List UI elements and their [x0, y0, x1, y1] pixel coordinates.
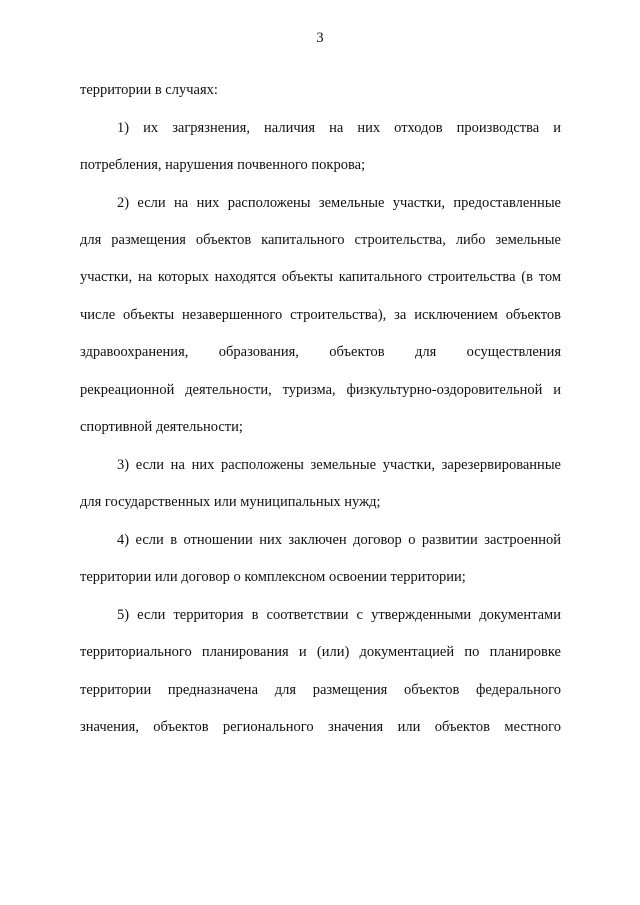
text-line: числе объекты незавершенного строительства), за исключением объектов	[80, 307, 561, 323]
text-line: территории в случаях:	[80, 82, 218, 98]
text-line: 2) если на них расположены земельные участки, предоставленные	[117, 195, 561, 211]
text-line: для размещения объектов капитального строительства, либо земельные	[80, 232, 561, 248]
text-line: 3) если на них расположены земельные участки, зарезервированные	[117, 457, 561, 473]
text-line: территории или договор о комплексном освоении территории;	[80, 569, 466, 585]
text-line: здравоохранения, образования, объектов для осуществления	[80, 344, 561, 360]
text-line: 1) их загрязнения, наличия на них отходов производства и	[117, 120, 561, 136]
text-line: потребления, нарушения почвенного покрова;	[80, 157, 366, 173]
page-number: 3	[316, 30, 324, 46]
text-line: значения, объектов регионального значения или объектов местного	[80, 719, 561, 735]
text-line: 5) если территория в соответствии с утвержденными документами	[117, 607, 561, 623]
text-line: для государственных или муниципальных нужд;	[80, 494, 381, 510]
text-line: спортивной деятельности;	[80, 419, 243, 435]
text-line: территории предназначена для размещения объектов федерального	[80, 682, 561, 698]
text-line: территориального планирования и (или) документацией по планировке	[80, 644, 561, 660]
text-line: участки, на которых находятся объекты капитального строительства (в том	[80, 269, 561, 285]
text-line: 4) если в отношении них заключен договор о развитии застроенной	[117, 532, 561, 548]
text-line: рекреационной деятельности, туризма, физкультурно-оздоровительной и	[80, 382, 561, 398]
